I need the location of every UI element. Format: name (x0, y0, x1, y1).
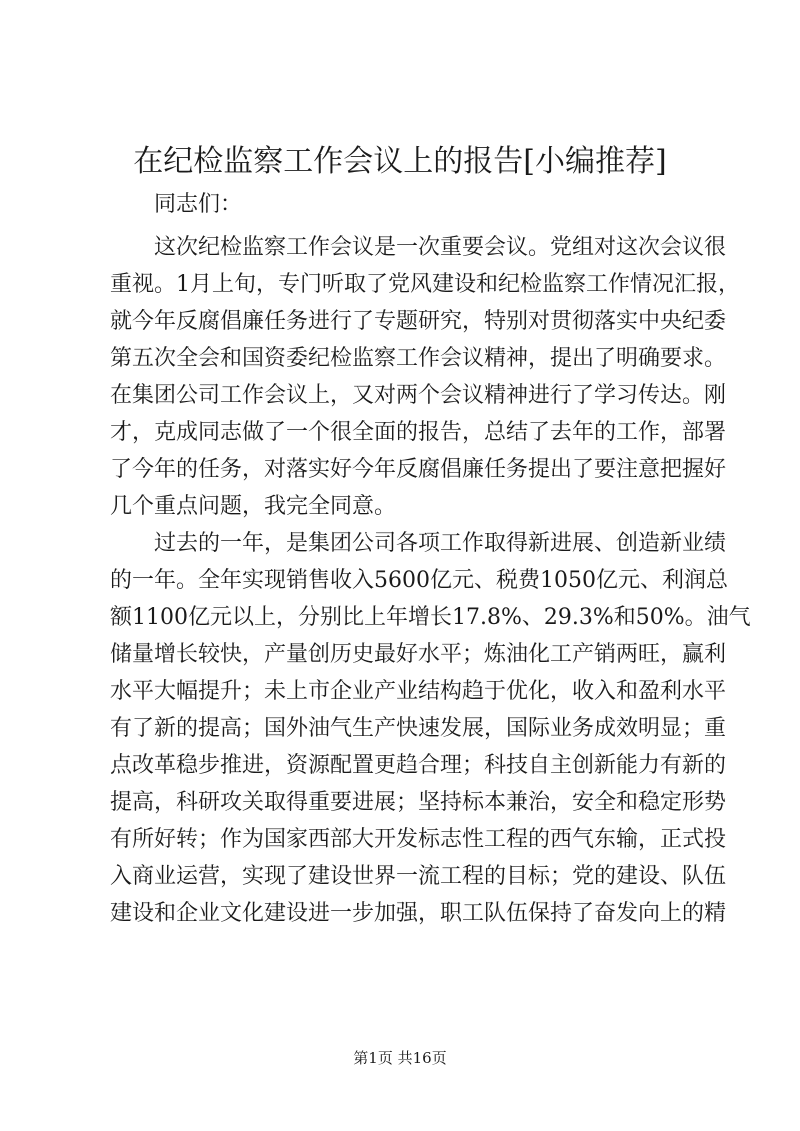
body-line: 这次纪检监察工作会议是一次重要会议。党组对这次会议很 (110, 235, 727, 260)
body-line: 额1100亿元以上，分别比上年增长17.8%、29.3%和50%。油气 (110, 605, 751, 630)
body-line: 就今年反腐倡廉任务进行了专题研究，特别对贯彻落实中央纪委 (110, 309, 727, 334)
body-line: 有了新的提高；国外油气生产快速发展，国际业务成效明显；重 (110, 716, 727, 741)
body-line: 有所好转；作为国家西部大开发标志性工程的西气东输，正式投 (110, 827, 727, 852)
body-line: 了今年的任务，对落实好今年反腐倡廉任务提出了要注意把握好 (110, 457, 727, 482)
document-title: 在纪检监察工作会议上的报告[小编推荐] (133, 144, 667, 179)
body-line: 同志们： (110, 192, 243, 217)
body-line: 过去的一年，是集团公司各项工作取得新进展、创造新业绩 (110, 531, 727, 556)
body-line: 点改革稳步推进，资源配置更趋合理；科技自主创新能力有新的 (110, 753, 727, 778)
body-line: 才，克成同志做了一个很全面的报告，总结了去年的工作，部署 (110, 420, 727, 445)
body-line: 入商业运营，实现了建设世界一流工程的目标；党的建设、队伍 (110, 864, 727, 889)
body-line: 在集团公司工作会议上，又对两个会议精神进行了学习传达。刚 (110, 383, 727, 408)
body-line: 建设和企业文化建设进一步加强，职工队伍保持了奋发向上的精 (110, 901, 727, 926)
page-number-footer: 第1页 共16页 (353, 1049, 447, 1067)
body-line: 重视。1月上旬，专门听取了党风建设和纪检监察工作情况汇报， (110, 272, 740, 297)
body-line: 提高，科研攻关取得重要进展；坚持标本兼治，安全和稳定形势 (110, 790, 727, 815)
body-line: 第五次全会和国资委纪检监察工作会议精神，提出了明确要求。 (110, 346, 727, 371)
body-line: 储量增长较快，产量创历史最好水平；炼油化工产销两旺，赢利 (110, 642, 727, 667)
body-line: 水平大幅提升；未上市企业产业结构趋于优化，收入和盈利水平 (110, 679, 727, 704)
body-line: 几个重点问题，我完全同意。 (110, 494, 397, 519)
body-line: 的一年。全年实现销售收入5600亿元、税费1050亿元、利润总 (110, 568, 728, 593)
